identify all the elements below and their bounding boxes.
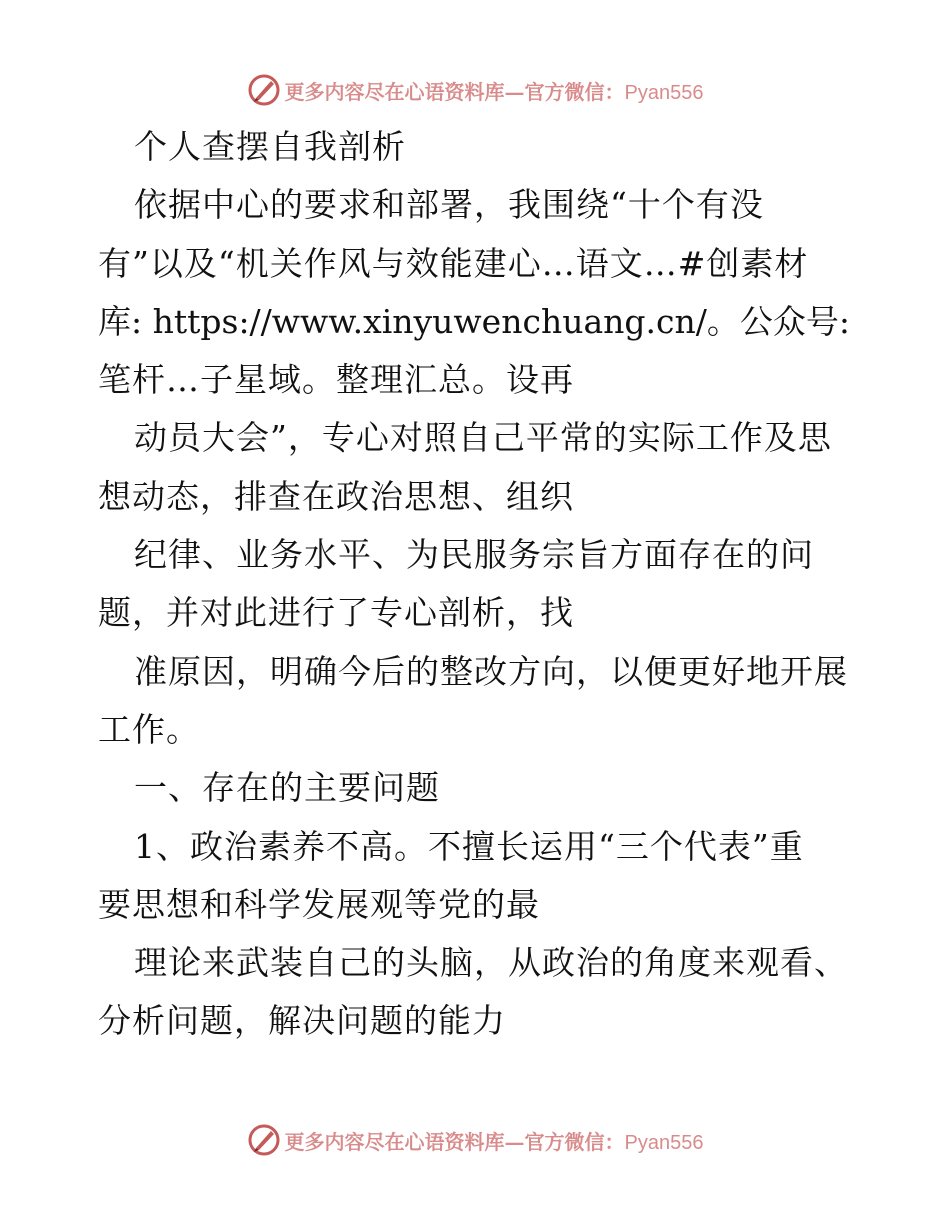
text-line: 个人查摆自我剖析	[134, 127, 406, 166]
text-line: 分析问题，解决问题的能力	[98, 1001, 506, 1041]
footer-watermark-banner	[0, 1120, 950, 1160]
quill-logo-icon	[247, 1123, 281, 1157]
text-line: 题，并对此进行了专心剖析，找	[98, 593, 574, 633]
text-line: 一、存在的主要问题	[134, 768, 440, 808]
text-line: 笔杆…子星域。整理汇总。设再	[98, 360, 574, 400]
text-line: 1、政治素养不高。不擅长运用“三个代表”重	[134, 826, 804, 866]
text-line: 准原因，明确今后的整改方向，以便更好地开展	[134, 651, 848, 691]
text-line: 有”以及“机关作风与效能建心…语文…#创素材	[98, 243, 809, 283]
text-line: 库: https://www.xinyuwenchuang.cn/。公众号:	[98, 301, 850, 341]
text-line: 工作。	[98, 709, 200, 749]
document-body	[98, 118, 858, 1051]
quill-logo-icon	[247, 73, 281, 107]
text-line: 动员大会”，专心对照自己平常的实际工作及思	[134, 418, 832, 458]
text-line: 理论来武装自己的头脑，从政治的角度来观看、	[134, 943, 848, 983]
text-line: 依据中心的要求和部署，我围绕“十个有没	[134, 185, 764, 225]
banner-text: 更多内容尽在心语资料库—官方微信：Pyan556	[284, 79, 704, 104]
banner-text: 更多内容尽在心语资料库—官方微信：Pyan556	[284, 1129, 704, 1154]
header-watermark-banner	[0, 70, 950, 110]
text-line: 纪律、业务水平、为民服务宗旨方面存在的问	[134, 535, 814, 575]
text-line: 要思想和科学发展观等党的最	[98, 884, 540, 924]
text-line: 想动态，排查在政治思想、组织	[98, 476, 574, 516]
